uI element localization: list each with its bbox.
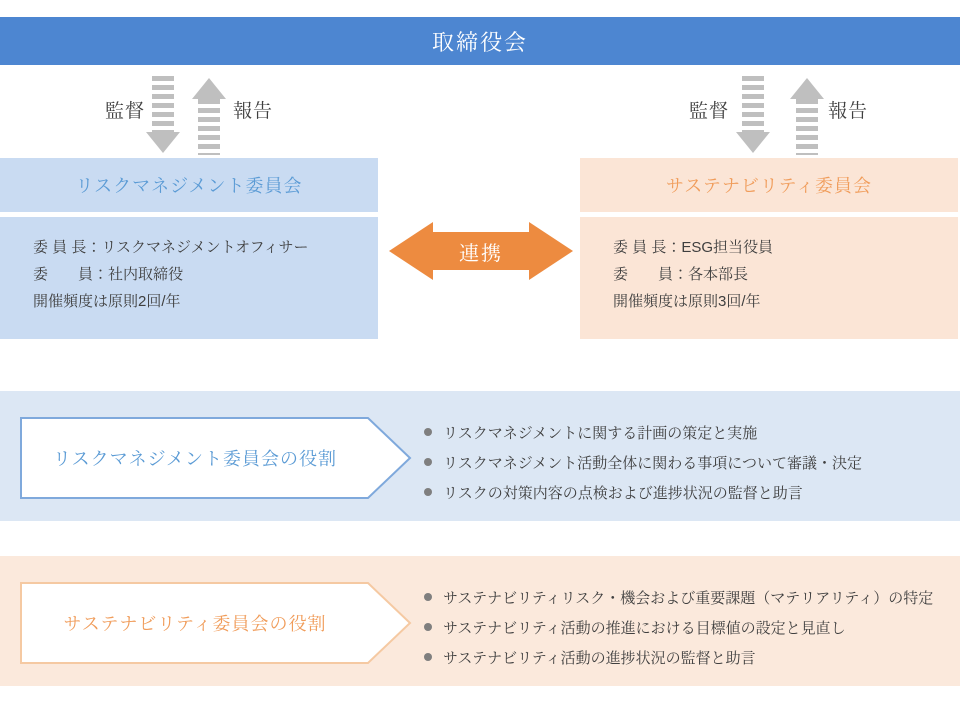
cooperation-label: 連携 bbox=[433, 232, 529, 270]
supervise-label-left: 監督 bbox=[105, 101, 146, 122]
cooperation-double-arrow bbox=[389, 222, 573, 280]
committee-detail-line: 開催頻度は原則2回/年 bbox=[33, 293, 181, 310]
arrow-shaft bbox=[152, 76, 174, 132]
committee-detail-line: 開催頻度は原則3回/年 bbox=[613, 293, 761, 310]
role-bullet: リスクマネジメント活動全体に関わる事項について審議・決定 bbox=[424, 447, 862, 477]
board-of-directors-bar bbox=[0, 17, 960, 65]
sustainability-committee-title: サステナビリティ委員会 bbox=[580, 158, 958, 212]
arrow-head bbox=[146, 132, 180, 153]
supervise-down-arrow-icon bbox=[736, 76, 770, 153]
sustainability-role-bullet-list bbox=[424, 582, 933, 672]
arrow-head-right-icon bbox=[529, 222, 573, 280]
role-bullet: サステナビリティ活動の推進における目標値の設定と見直し bbox=[424, 612, 933, 642]
role-bullet: リスクマネジメントに関する計画の策定と実施 bbox=[424, 417, 862, 447]
sustainability-committee-details bbox=[580, 217, 958, 339]
committee-detail-line: 委 員：各本部長 bbox=[613, 266, 749, 283]
risk-committee-box bbox=[0, 158, 378, 339]
role-bullet: リスクの対策内容の点検および進捗状況の監督と助言 bbox=[424, 477, 862, 507]
sustainability-role-label: サステナビリティ委員会の役割 bbox=[63, 613, 327, 634]
board-title: 取締役会 bbox=[431, 29, 528, 55]
risk-committee-details bbox=[0, 217, 378, 339]
supervise-down-arrow-icon bbox=[146, 76, 180, 153]
report-label-right: 報告 bbox=[828, 101, 869, 122]
role-bullet: サステナビリティリスク・機会および重要課題（マテリアリティ）の特定 bbox=[424, 582, 933, 612]
risk-role-label: リスクマネジメント委員会の役割 bbox=[52, 448, 338, 469]
arrow-head bbox=[192, 78, 226, 99]
report-up-arrow-icon bbox=[790, 78, 824, 155]
supervise-label-right: 監督 bbox=[689, 101, 730, 122]
committee-detail-line: 委 員 長：ESG担当役員 bbox=[613, 239, 774, 256]
arrow-head bbox=[790, 78, 824, 99]
risk-committee-title: リスクマネジメント委員会 bbox=[0, 158, 378, 212]
arrow-shaft bbox=[796, 99, 818, 155]
risk-role-bullet-list bbox=[424, 417, 862, 507]
sustainability-committee-box bbox=[580, 158, 958, 339]
sustainability-role-band bbox=[0, 556, 960, 686]
committee-detail-line: 委 員 長：リスクマネジメントオフィサー bbox=[33, 239, 309, 256]
arrow-shaft bbox=[198, 99, 220, 155]
arrow-head bbox=[736, 132, 770, 153]
arrow-shaft bbox=[742, 76, 764, 132]
role-bullet: サステナビリティ活動の進捗状況の監督と助言 bbox=[424, 642, 933, 672]
committee-detail-line: 委 員：社内取締役 bbox=[33, 266, 184, 283]
report-label-left: 報告 bbox=[233, 101, 274, 122]
arrow-head-left-icon bbox=[389, 222, 433, 280]
risk-role-band bbox=[0, 391, 960, 521]
report-up-arrow-icon bbox=[192, 78, 226, 155]
